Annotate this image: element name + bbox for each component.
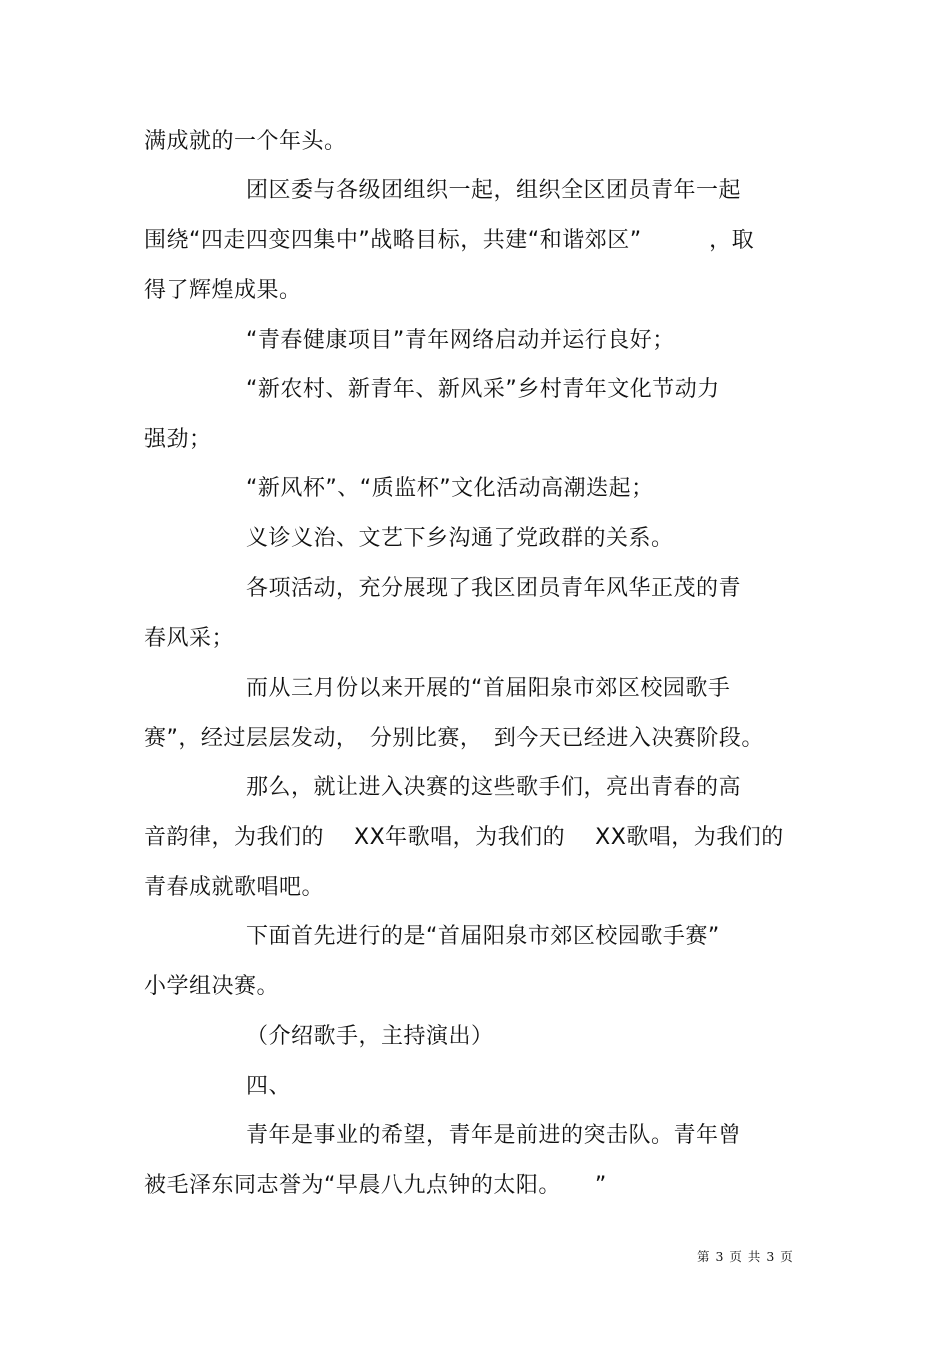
text-line: 音韵律，为我们的 XX年歌唱，为我们的 XX歌唱，为我们的	[144, 825, 784, 850]
text-line: “青春健康项目”青年网络启动并运行良好；	[246, 328, 675, 353]
text-line: 得了辉煌成果。	[144, 278, 302, 303]
section-heading: 四、	[246, 1074, 292, 1099]
page-number: 第 3 页 共 3 页	[697, 1249, 794, 1264]
text-line: 赛”，经过层层发动， 分别比赛， 到今天已经进入决赛阶段。	[144, 726, 764, 751]
text-line: 强劲；	[144, 427, 212, 452]
text-line: 青年是事业的希望，青年是前进的突击队。青年曾	[246, 1123, 742, 1148]
text-line: 围绕“四走四变四集中”战略目标，共建“和谐郊区” ，取	[144, 228, 755, 253]
text-line: 满成就的一个年头。	[144, 129, 347, 154]
text-line: 青春成就歌唱吧。	[144, 875, 325, 900]
text-line: “新风杯”、“质监杯”文化活动高潮迭起；	[246, 476, 654, 501]
text-line: 而从三月份以来开展的“首届阳泉市郊区校园歌手	[246, 676, 731, 701]
text-line: 义诊义治、文艺下乡沟通了党政群的关系。	[246, 526, 674, 551]
text-line: 春风采；	[144, 626, 235, 651]
text-line: “新农村、新青年、新风采”乡村青年文化节动力	[246, 377, 720, 402]
text-line: 被毛泽东同志誉为“早晨八九点钟的太阳。 ”	[144, 1173, 607, 1198]
text-line: 下面首先进行的是“首届阳泉市郊区校园歌手赛”	[246, 924, 720, 949]
text-line: 小学组决赛。	[144, 974, 280, 999]
text-line: 团区委与各级团组织一起，组织全区团员青年一起	[246, 178, 742, 203]
text-line: 各项活动，充分展现了我区团员青年风华正茂的青	[246, 576, 742, 601]
text-line: 那么，就让进入决赛的这些歌手们，亮出青春的高	[246, 775, 742, 800]
text-line: （介绍歌手，主持演出）	[246, 1024, 494, 1049]
